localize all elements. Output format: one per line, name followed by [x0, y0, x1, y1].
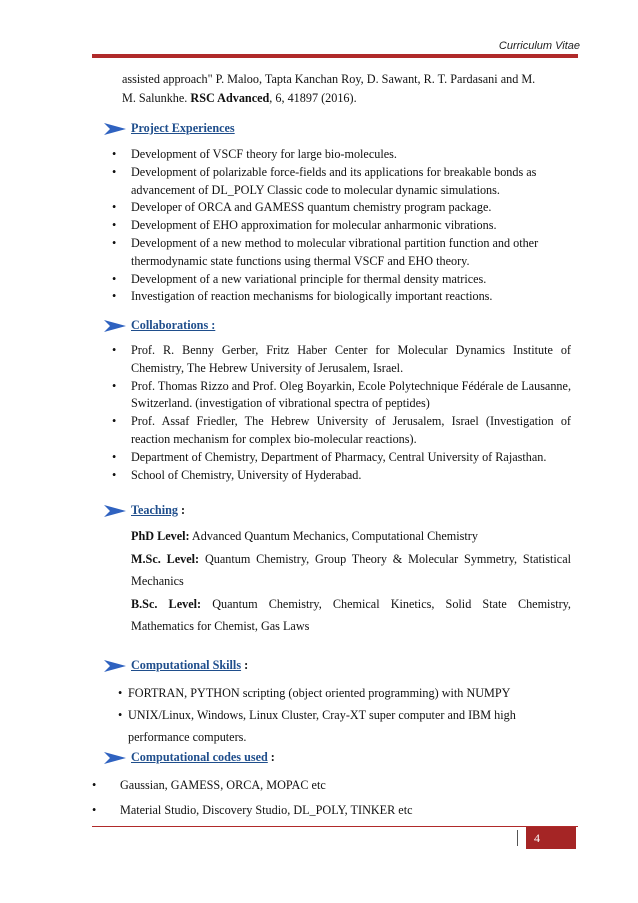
- arrow-bullet-icon: [104, 123, 126, 135]
- phd-text: Advanced Quantum Mechanics, Computational Chemistry: [189, 529, 478, 543]
- bullet-icon: •: [112, 343, 117, 357]
- bullet-icon: •: [118, 686, 123, 700]
- teaching-bsc: [131, 593, 571, 638]
- bullet-icon: •: [92, 778, 97, 792]
- bullet-icon: •: [112, 289, 117, 304]
- list-item: • Developer of ORCA and GAMESS quantum chemistry program package.: [131, 199, 571, 217]
- msc-text: Quantum Chemistry, Group Theory & Molecular Symmetry, Statistical Mechanics: [131, 551, 571, 588]
- bullet-icon: •: [92, 803, 97, 817]
- bullet-icon: •: [112, 378, 117, 393]
- teaching-heading: [104, 503, 185, 518]
- intro-line-2: [122, 89, 570, 108]
- codes-heading: [104, 750, 275, 765]
- bsc-label: B.Sc. Level:: [131, 596, 202, 611]
- list-item: • FORTRAN, PYTHON scripting (object oriented programming) with NUMPY: [128, 682, 548, 704]
- arrow-bullet-icon: [104, 752, 126, 764]
- list-item: • Department of Chemistry, Department of Pharmacy, Central University of Rajasthan.: [131, 449, 571, 467]
- collab-list: [112, 342, 571, 484]
- codes-colon: :: [270, 750, 275, 764]
- msc-label: M.Sc. Level:: [131, 551, 200, 566]
- intro-paragraph: [122, 70, 570, 108]
- intro-line-1: assisted approach" P. Maloo, Tapta Kanchan Roy, D. Sawant, R. T. Pardasani and M.: [122, 72, 536, 86]
- collab-title: Collaborations :: [131, 318, 216, 332]
- phd-label: PhD Level:: [131, 529, 190, 543]
- list-item: • Prof. Assaf Friedler, The Hebrew University of Jerusalem, Israel (Investigation of reaction mechanism for complex bio-molecular reactions).: [112, 414, 571, 446]
- arrow-bullet-icon: [104, 660, 126, 672]
- teaching-colon: :: [180, 503, 186, 517]
- intro-authors-tail: M. Salunkhe.: [122, 91, 191, 105]
- collab-heading: [104, 318, 215, 333]
- intro-citation: , 6, 41897 (2016).: [269, 91, 357, 105]
- skills-heading: [104, 658, 248, 673]
- arrow-bullet-icon: [104, 505, 126, 517]
- teaching-msc: [131, 548, 571, 593]
- project-list: [112, 146, 571, 306]
- list-item: • Prof. Thomas Rizzo and Prof. Oleg Boyarkin, Ecole Polytechnique Fédérale de Lausanne, Switzerland. (investigation of vibrational spectra of peptides): [112, 378, 571, 411]
- list-item: • Material Studio, Discovery Studio, DL_POLY, TINKER etc: [120, 798, 560, 823]
- list-item: • School of Chemistry, University of Hyderabad.: [131, 467, 571, 485]
- list-item: • UNIX/Linux, Windows, Linux Cluster, Cray-XT super computer and IBM high performance computers.: [128, 704, 548, 748]
- list-item: • Development of VSCF theory for large bio-molecules.: [131, 146, 571, 164]
- codes-title: Computational codes used: [131, 750, 268, 764]
- bullet-icon: •: [112, 147, 117, 161]
- bullet-icon: •: [112, 235, 117, 250]
- list-item: • Prof. R. Benny Gerber, Fritz Haber Center for Molecular Dynamics Institute of Chemistry, The Hebrew University of Jerusalem, Israel.: [112, 343, 571, 375]
- bullet-icon: •: [112, 218, 117, 233]
- bullet-icon: •: [112, 200, 117, 215]
- teaching-title: Teaching: [131, 503, 178, 517]
- teaching-phd: [131, 525, 571, 548]
- footer-rule: [92, 826, 578, 827]
- skills-colon: :: [244, 658, 249, 672]
- bsc-text: Quantum Chemistry, Chemical Kinetics, Solid State Chemistry, Mathematics for Chemist, Gas Laws: [131, 596, 571, 633]
- bullet-icon: •: [112, 467, 117, 482]
- skills-title: Computational Skills: [131, 658, 242, 672]
- list-item: • Development of a new variational principle for thermal density matrices.: [131, 271, 571, 289]
- arrow-bullet-icon: [104, 320, 126, 332]
- bullet-icon: •: [112, 271, 117, 286]
- teaching-block: [131, 525, 571, 638]
- bullet-icon: •: [112, 414, 117, 429]
- page-divider: [517, 830, 518, 846]
- bullet-icon: •: [118, 708, 123, 722]
- header-rule: [92, 54, 578, 58]
- bullet-icon: •: [112, 449, 117, 464]
- header-title: Curriculum Vitae: [498, 40, 580, 52]
- list-item: • Development of polarizable force-fields and its applications for breakable bonds as advancement of DL_POLY Classic code to molecular dynamic simulations.: [112, 164, 537, 197]
- intro-journal: RSC Advanced: [190, 91, 270, 105]
- codes-list: [92, 773, 560, 823]
- skills-list: [118, 682, 548, 748]
- bullet-icon: •: [112, 164, 117, 179]
- list-item: • Development of EHO approximation for molecular anharmonic vibrations.: [131, 217, 571, 235]
- page-number: 4: [526, 827, 576, 849]
- list-item: • Gaussian, GAMESS, ORCA, MOPAC etc: [120, 773, 560, 798]
- project-title: Project Experiences: [131, 121, 235, 135]
- list-item: • Development of a new method to molecular vibrational partition function and other thermodynamic state functions using thermal VSCF and EHO theory.: [112, 235, 539, 268]
- project-heading: [104, 121, 235, 136]
- list-item: • Investigation of reaction mechanisms for biologically important reactions.: [131, 288, 571, 306]
